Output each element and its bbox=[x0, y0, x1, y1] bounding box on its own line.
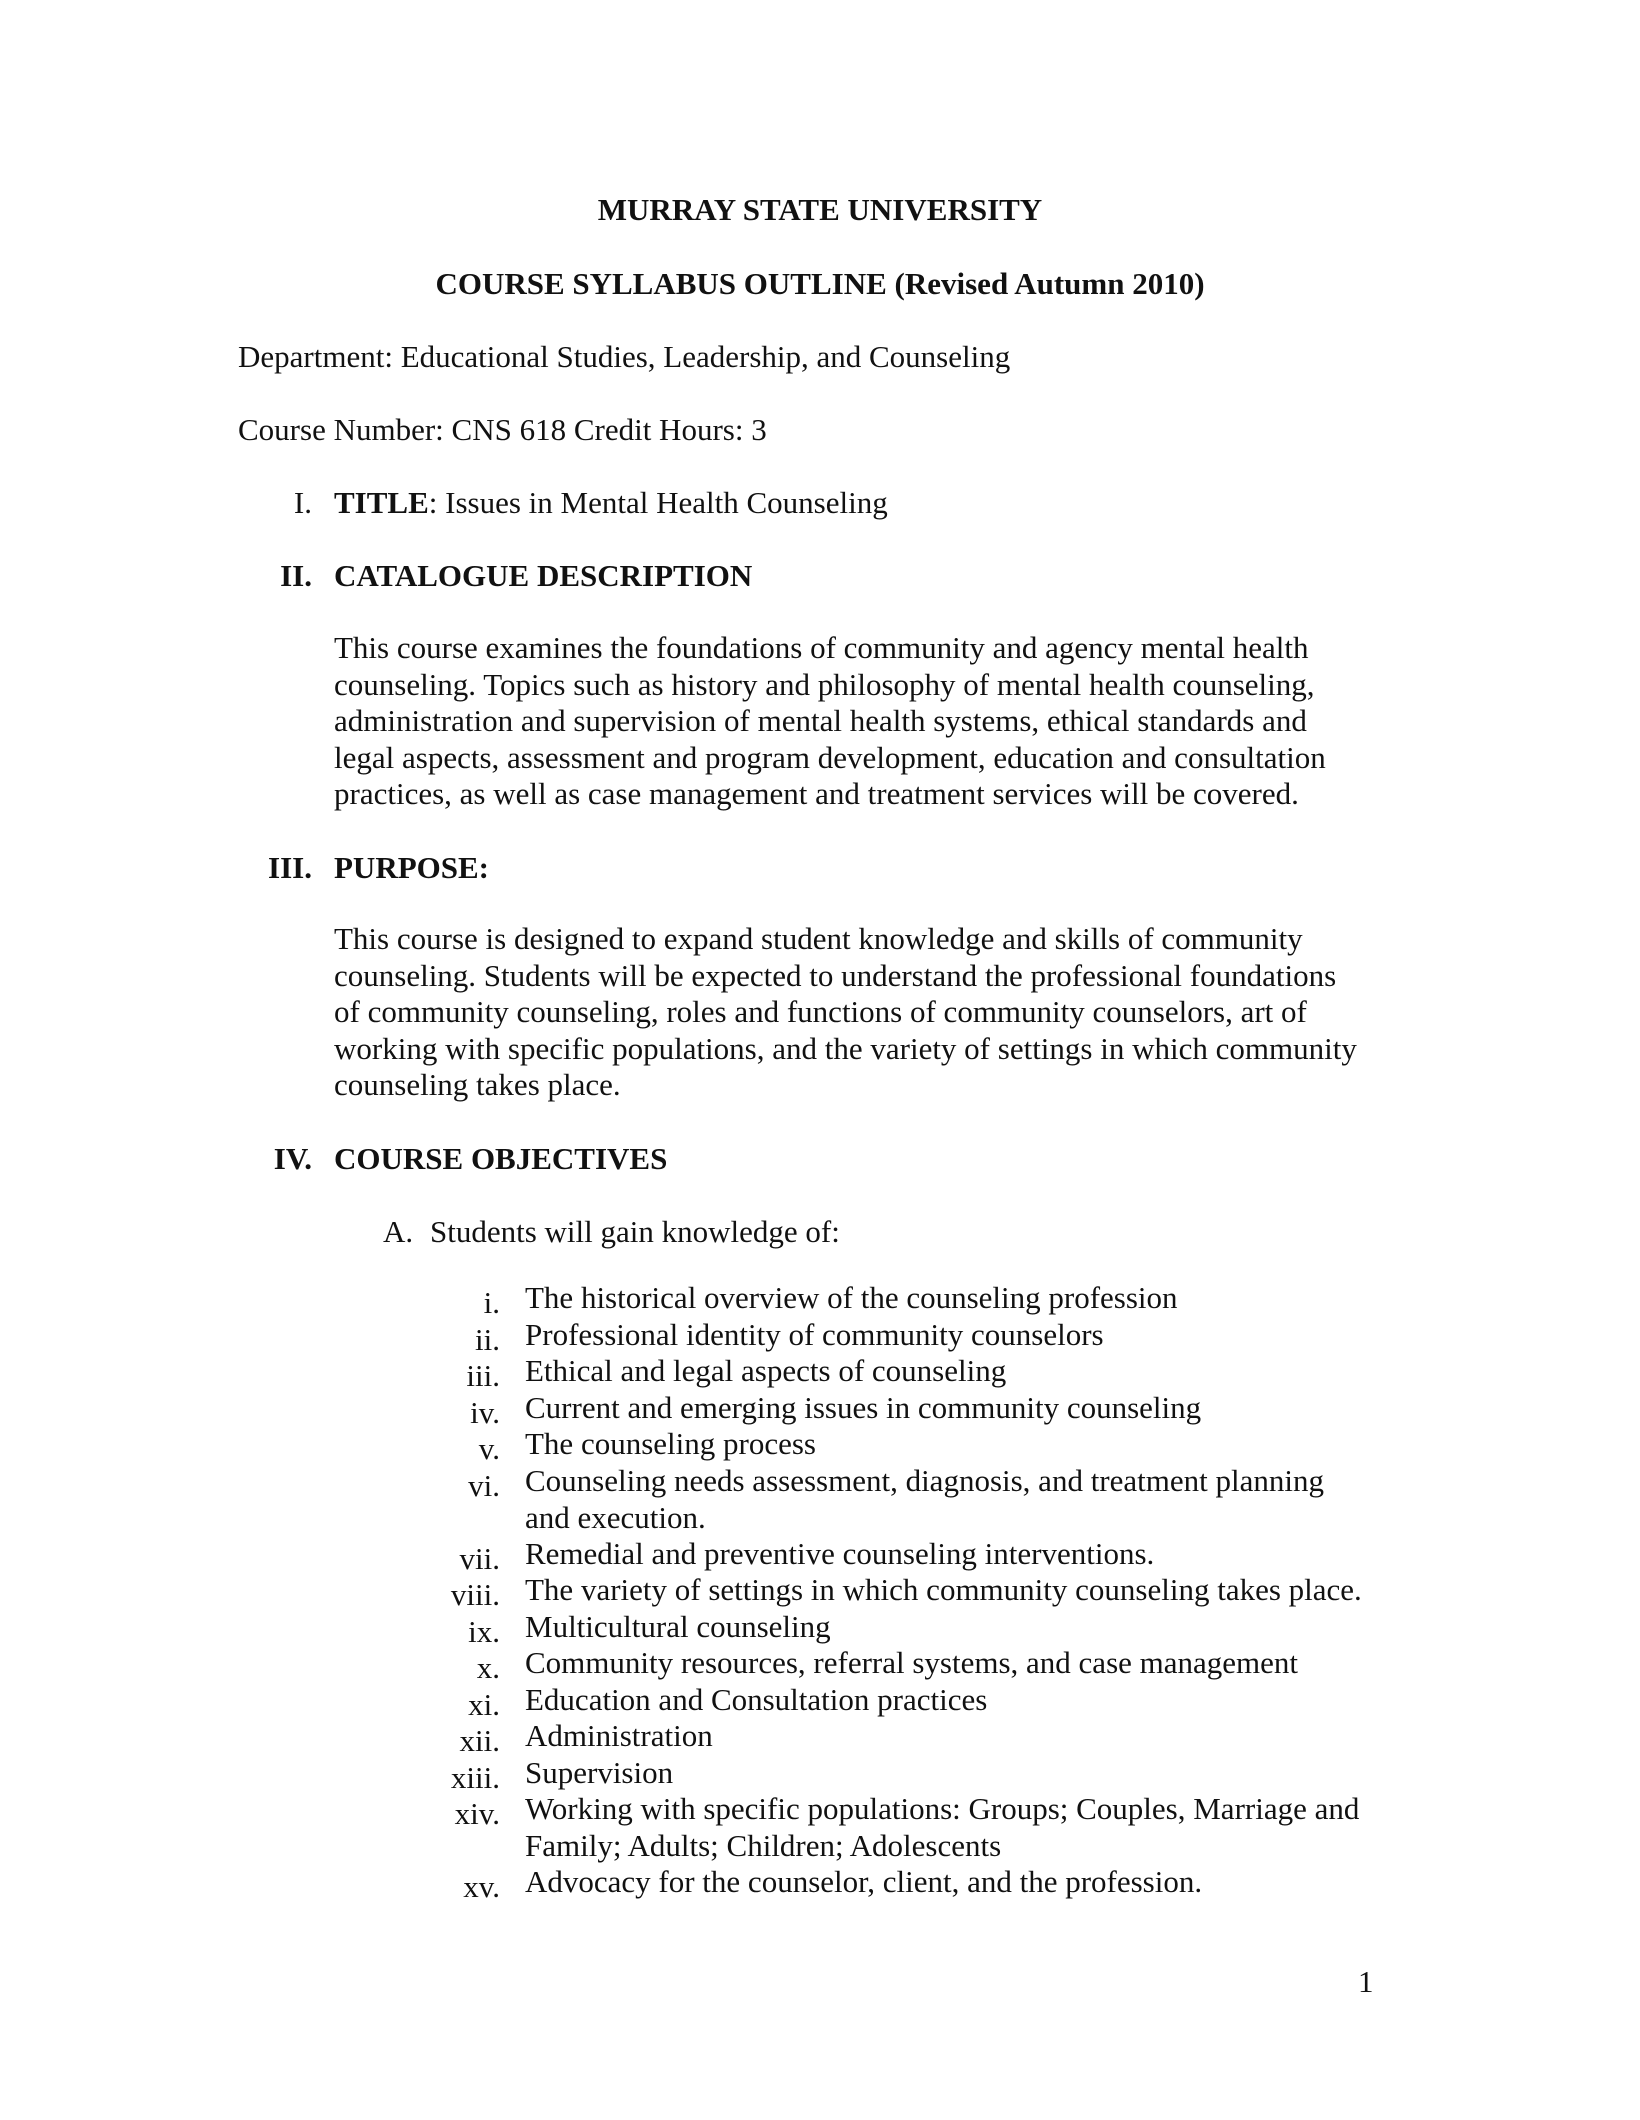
list-item-number: v. bbox=[478, 1431, 500, 1466]
objectives-sub-letter: A. bbox=[383, 1214, 414, 1249]
list-item-text: Professional identity of community counselors bbox=[525, 1317, 1104, 1352]
list-item bbox=[525, 1353, 1006, 1390]
list-item-number: ix. bbox=[468, 1614, 500, 1649]
list-item-text: Supervision bbox=[525, 1755, 674, 1790]
list-item-text: Administration bbox=[525, 1718, 713, 1753]
paragraph-line: of community counseling, roles and functions of community counselors, art of bbox=[334, 994, 1307, 1029]
page-number: 1 bbox=[1358, 1964, 1374, 1999]
list-item-text: Remedial and preventive counseling interventions. bbox=[525, 1536, 1155, 1571]
list-item-text: Advocacy for the counselor, client, and the profession. bbox=[525, 1864, 1203, 1899]
list-item-number: x. bbox=[476, 1650, 500, 1685]
paragraph-line: counseling takes place. bbox=[334, 1067, 621, 1102]
section-catalogue-heading: CATALOGUE DESCRIPTION bbox=[334, 558, 753, 593]
paragraph-line: counseling. Students will be expected to understand the professional foundations bbox=[334, 957, 1337, 993]
list-item-text: Multicultural counseling bbox=[525, 1609, 831, 1644]
list-item bbox=[525, 1390, 1201, 1427]
list-item-number: iv. bbox=[470, 1395, 500, 1430]
section-title-text: : Issues in Mental Health Counseling bbox=[428, 485, 888, 520]
list-item-number: viii. bbox=[450, 1577, 500, 1612]
list-item-number: vi. bbox=[468, 1468, 500, 1503]
list-item bbox=[525, 1791, 1359, 1864]
university-heading: MURRAY STATE UNIVERSITY bbox=[597, 192, 1043, 227]
list-item-number: i. bbox=[483, 1285, 500, 1320]
list-item bbox=[525, 1317, 1104, 1354]
list-item-number: vii. bbox=[459, 1541, 500, 1576]
objectives-sub-text: Students will gain knowledge of: bbox=[430, 1214, 840, 1249]
list-item-text: Current and emerging issues in community counseling bbox=[525, 1390, 1202, 1425]
list-item-text: Education and Consultation practices bbox=[525, 1682, 988, 1717]
list-item-number: ii. bbox=[475, 1322, 500, 1357]
section-objectives-heading: COURSE OBJECTIVES bbox=[334, 1141, 668, 1176]
list-item-text: The counseling process bbox=[525, 1426, 816, 1461]
list-item-text: Counseling needs assessment, diagnosis, and treatment planning bbox=[525, 1463, 1324, 1498]
section-purpose-heading: PURPOSE: bbox=[334, 850, 489, 885]
list-item bbox=[525, 1572, 1362, 1609]
list-item-text: The variety of settings in which community counseling takes place. bbox=[525, 1572, 1362, 1607]
list-item-number: xi. bbox=[468, 1687, 500, 1722]
list-item bbox=[525, 1536, 1154, 1573]
catalogue-description-paragraph bbox=[334, 630, 1394, 813]
syllabus-title: COURSE SYLLABUS OUTLINE (Revised Autumn 2010) bbox=[435, 266, 1205, 301]
paragraph-line: This course is designed to expand student knowledge and skills of community bbox=[334, 921, 1303, 956]
department-line: Department: Educational Studies, Leadership, and Counseling bbox=[238, 339, 1011, 374]
purpose-paragraph bbox=[334, 921, 1394, 1104]
list-item bbox=[525, 1864, 1202, 1901]
list-item-number: xii. bbox=[459, 1723, 500, 1758]
list-item bbox=[525, 1426, 816, 1463]
paragraph-line: practices, as well as case management and treatment services will be covered. bbox=[334, 776, 1299, 811]
paragraph-line: This course examines the foundations of community and agency mental health bbox=[334, 630, 1309, 665]
paragraph-line: counseling. Topics such as history and philosophy of mental health counseling, bbox=[334, 666, 1315, 702]
paragraph-line: working with specific populations, and the variety of settings in which community bbox=[334, 1030, 1357, 1066]
section-numeral-objectives: IV. bbox=[273, 1141, 312, 1176]
paragraph-line: legal aspects, assessment and program development, education and consultation bbox=[334, 739, 1326, 775]
list-item bbox=[525, 1755, 673, 1792]
course-number-line: Course Number: CNS 618 Credit Hours: 3 bbox=[238, 412, 767, 447]
list-item-text: The historical overview of the counseling profession bbox=[525, 1280, 1178, 1315]
list-item bbox=[525, 1280, 1178, 1317]
list-item bbox=[525, 1645, 1298, 1682]
list-item bbox=[525, 1609, 831, 1646]
list-item-number: xiii. bbox=[450, 1760, 500, 1795]
list-item bbox=[525, 1682, 987, 1719]
list-item-number: iii. bbox=[466, 1358, 500, 1393]
list-item-text: Working with specific populations: Groups; Couples, Marriage and bbox=[525, 1791, 1360, 1826]
list-item-continuation: Family; Adults; Children; Adolescents bbox=[525, 1827, 1002, 1863]
list-item bbox=[525, 1718, 713, 1755]
list-item-text: Ethical and legal aspects of counseling bbox=[525, 1353, 1007, 1388]
list-item bbox=[525, 1463, 1324, 1536]
list-item-number: xiv. bbox=[454, 1796, 500, 1831]
section-title-line bbox=[334, 487, 888, 518]
paragraph-line: administration and supervision of mental health systems, ethical standards and bbox=[334, 703, 1307, 738]
section-numeral-catalogue: II. bbox=[280, 558, 312, 593]
list-item-continuation: and execution. bbox=[525, 1499, 706, 1535]
section-numeral-purpose: III. bbox=[268, 850, 312, 885]
list-item-number: xv. bbox=[463, 1869, 500, 1904]
list-item-text: Community resources, referral systems, and case management bbox=[525, 1645, 1299, 1680]
section-numeral-title: I. bbox=[293, 485, 312, 520]
section-title-label: TITLE bbox=[334, 485, 429, 520]
